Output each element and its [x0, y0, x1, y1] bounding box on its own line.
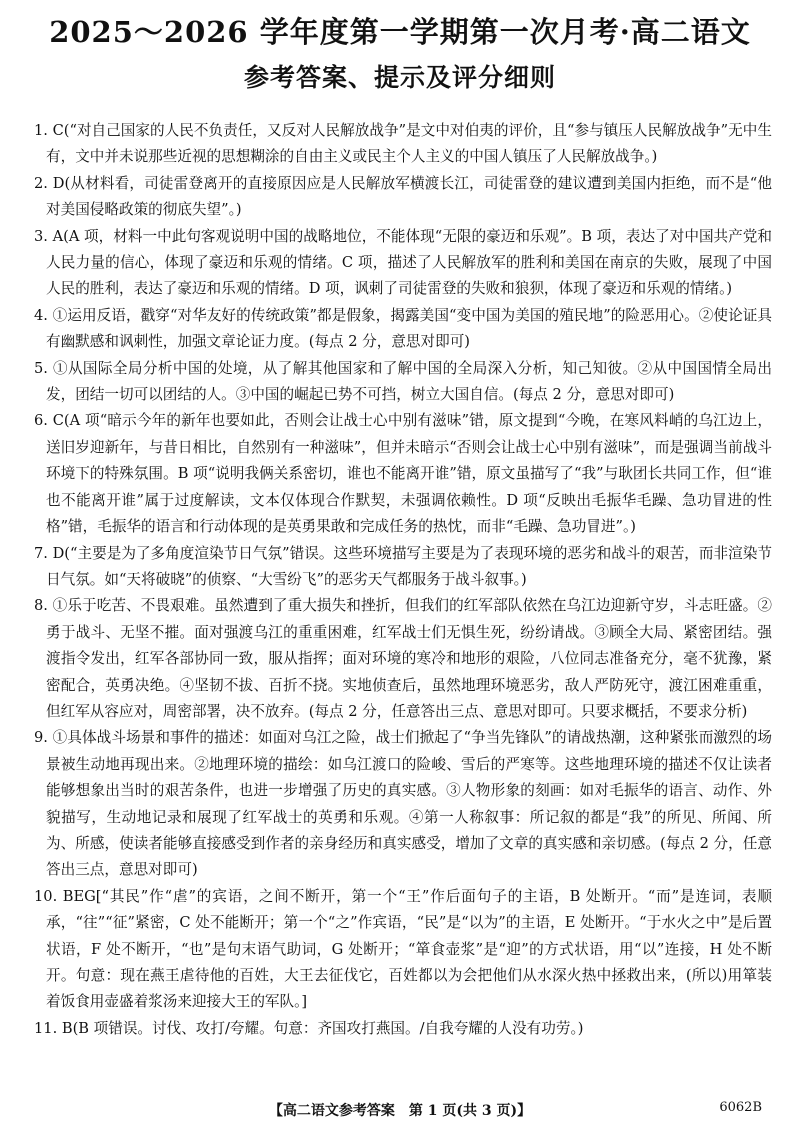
answer-item-6: 6. C(A 项“暗示今年的新年也要如此，否则会让战士心中别有滋味”错，原文提到“今晚，在寒风料峭的乌江边上，送旧岁迎新年，与昔日相比，自然别有一种滋味”，但并未暗示“否则会让战士心中别有滋味”，而是强调当前战斗环境下的特殊氛围。B 项“说明我俩关系密切，谁也不能离开谁”错，原文虽描写了“我”与耿团长共同工作，但“谁也不能离开谁”属于过度解读，文本仅体现合作默契，未强调依赖性。D 项“反映出毛振华毛躁、急功冒进的性格”错，毛振华的语言和行动体现的是英勇果敢和完成任务的热忱，而非“毛躁、急功冒进”。)	[34, 412, 772, 536]
page-footer: 【高二语文参考答案 第 1 页(共 3 页)】	[268, 1103, 532, 1119]
answer-item-7: 7. D(“主要是为了多角度渲染节日气氛”错误。这些环境描写主要是为了表现环境的恶劣和战斗的艰苦，而非渲染节日气氛。如“天将破晓”的侦察、“大雪纷飞”的恶劣天气都服务于战斗叙事。)	[34, 544, 772, 588]
answer-item-11: 11. B(B 项错误。讨伐、攻打/夸耀。句意：齐国攻打燕国。/自我夸耀的人没有功劳。)	[34, 1019, 584, 1037]
answer-item-4: 4. ①运用反语，戳穿“对华友好的传统政策”都是假象，揭露美国“变中国为美国的殖民地”的险恶用心。②使论证具有幽默感和讽刺性，加强文章论证力度。(每点 2 分，意思对即可)	[34, 306, 772, 351]
answer-item-10: 10. BEG[“其民”作“虐”的宾语，之间不断开，第一个“王”作后面句子的主语，B 处断开。“而”是连词，表顺承，“往”“征”紧密，C 处不能断开；第一个“之”作宾语，“民”是“以为”的主语，E 处断开。“于水火之中”是后置状语，F 处不断开，“也”是句末语气助词，G 处断开；“箪食壶浆”是“迎”的方式状语，用“以”连接，H 处不断开。句意：现在燕王虐待他的百姓，大王去征伐它，百姓都以为会把他们从水深火热中拯救出来，(所以)用箪装着饭食用壶盛着浆汤来迎接大王的军队。]	[34, 887, 772, 1011]
answer-list	[34, 118, 772, 1042]
answer-item-9: 9. ①具体战斗场景和事件的描述：如面对乌江之险，战士们掀起了“争当先锋队”的请战热潮，这种紧张而激烈的场景被生动地再现出来。②地理环境的描绘：如乌江渡口的险峻、雪后的严寒等。这些地理环境的描述不仅让读者能够想象出当时的艰苦条件，也进一步增强了历史的真实感。③人物形象的刻画：如对毛振华的语言、动作、外貌描写，生动地记录和展现了红军战士的英勇和乐观。④第一人称叙事：所记叙的都是“我”的所见、所闻、所为、所感，使读者能够直接感受到作者的亲身经历和真实感受，增加了文章的真实感和亲切感。(每点 2 分，任意答出三点，意思对即可)	[34, 729, 772, 879]
answer-item-3: 3. A(A 项，材料一中此句客观说明中国的战略地位，不能体现“无限的豪迈和乐观”。B 项，表达了对中国共产党和人民力量的信心，体现了豪迈和乐观的情绪。C 项，描述了人民解放军的胜利和美国在南京的失败，展现了中国人民的胜利，表达了豪迈和乐观的情绪。D 项，讽刺了司徒雷登的失败和狼狈，体现了豪迈和乐观的情绪。)	[34, 227, 772, 298]
page-subtitle: 参考答案、提示及评分细则	[243, 63, 556, 92]
document-code: 6062B	[719, 1100, 762, 1115]
answer-item-2: 2. D(从材料看，司徒雷登离开的直接原因应是人民解放军横渡长江，司徒雷登的建议遭到美国内拒绝，而不是“他对美国侵略政策的彻底失望”。)	[34, 174, 772, 219]
page-title: 2025～2026 学年度第一学期第一次月考·高二语文	[49, 15, 751, 49]
answer-item-1: 1. C(“对自己国家的人民不负责任，又反对人民解放战争”是文中对伯夷的评价，且“参与镇压人民解放战争”无中生有，文中并未说那些近视的思想糊涂的自由主义或民主个人主义的中国人镇压了人民解放战争。)	[34, 122, 772, 166]
answer-item-8: 8. ①乐于吃苦、不畏艰难。虽然遭到了重大损失和挫折，但我们的红军部队依然在乌江边迎新守岁，斗志旺盛。②勇于战斗、无坚不摧。面对强渡乌江的重重困难，红军战士们无惧生死，纷纷请战。③顾全大局、紧密团结。强渡指令发出，红军各部协同一致，服从指挥；面对环境的寒冷和地形的艰险，八位同志准备充分，毫不犹豫，紧密配合，英勇决绝。④坚韧不拔、百折不挠。实地侦查后，虽然地理环境恶劣，敌人严防死守，渡江困难重重，但红军从容应对，周密部署，决不放弃。(每点 2 分，任意答出三点、意思对即可。只要求概括，不要求分析)	[34, 597, 772, 720]
answer-item-5: 5. ①从国际全局分析中国的处境，从了解其他国家和了解中国的全局深入分析，知己知彼。②从中国国情全局出发，团结一切可以团结的人。③中国的崛起已势不可挡，树立大国自信。(每点 2 分，意思对即可)	[34, 359, 772, 404]
